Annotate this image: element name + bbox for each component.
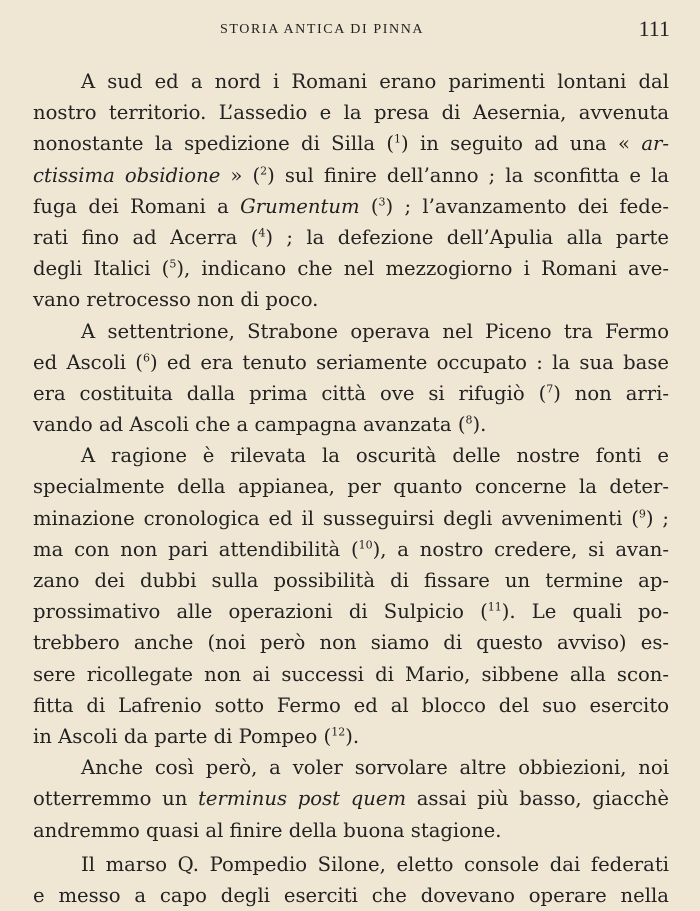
footnote-ref: 5 [169,257,177,271]
text-line: zano dei dubbi sulla possibilità di fissare un termine ap- [33,569,669,592]
text-line: nostro territorio. L’assedio e la presa di Aesernia, avvenuta [33,101,669,125]
page-number: 111 [638,16,670,41]
footnote-ref: 2 [260,164,268,178]
text-line: otterremmo un terminus post quem assai più basso, giacchè [33,787,669,811]
text-line: Il marso Q. Pompedio Silone, eletto console dai federati [81,852,669,876]
text-line: sere ricollegate non ai successi di Mario, sibbene alla scon- [33,662,669,686]
body-text [33,66,669,911]
text-line: A ragione è rilevata la oscurità delle nostre fonti e [81,444,669,468]
text-line: A settentrione, Strabone operava nel Piceno tra Fermo [81,319,669,343]
text-line: fitta di Lafrenio sotto Fermo ed al blocco del suo esercito [33,693,669,717]
text-line: vando ad Ascoli che a campagna avanzata ($^8$). [33,413,487,437]
text-line: A sud ed a nord i Romani erano parimenti lontani dal [81,70,669,93]
text-line: minazione cronologica ed il susseguirsi degli avvenimenti ($^9$) ; [33,506,669,530]
text-line: in Ascoli da parte di Pompeo ($^{12}$). [33,724,360,748]
text-line: ma con non pari attendibilità ($^{10}$), a nostro credere, si avan- [33,537,669,561]
running-title: STORIA ANTICA DI PINNA [220,22,425,37]
text-line: fuga dei Romani a Grumentum ($^3$) ; l’avanzamento dei fede- [33,194,670,218]
text-line: vano retrocesso non di poco. [33,288,319,312]
page-header [0,14,700,50]
text-line: ctissima obsidione » ($^2$) sul finire dell’anno ; la sconfitta e la [33,163,669,187]
footnote-ref: 8 [465,413,473,427]
text-line: Anche così però, a voler sorvolare altre obbiezioni, noi [81,756,669,780]
footnote-ref: 7 [546,382,554,396]
text-line: prossimativo alle operazioni di Sulpicio ($^{11}$). Le quali po- [33,600,669,624]
footnote-ref: 12 [331,725,346,739]
text-line: era costituita dalla prima città ove si rifugiò ($^7$) non arri- [33,381,669,405]
footnote-ref: 10 [358,538,373,552]
footnote-ref: 1 [394,132,402,146]
text-line: degli Italici ($^5$), indicano che nel mezzogiorno i Romani ave- [33,257,670,281]
text-line: ed Ascoli ($^6$) ed era tenuto seriamente occupato : la sua base [33,350,669,374]
footnote-ref: 11 [487,600,502,614]
footnote-ref: 4 [258,226,266,240]
footnote-ref: 3 [378,195,386,209]
text-line: trebbero anche (noi però non siamo di questo avviso) es- [33,631,669,655]
text-line: e messo a capo degli eserciti che dovevano operare nella [33,883,669,907]
footnote-ref: 9 [638,507,646,521]
text-line: andremmo quasi al finire della buona stagione. [33,818,502,842]
text-line: nonostante la spedizione di Silla ($^1$) in seguito ad una « ar- [33,132,669,156]
text-line: rati fino ad Acerra ($^4$) ; la defezione dell’Apulia alla parte [33,225,669,249]
footnote-ref: 6 [142,351,150,365]
text-line: specialmente della appianea, per quanto concerne la deter- [33,475,669,499]
